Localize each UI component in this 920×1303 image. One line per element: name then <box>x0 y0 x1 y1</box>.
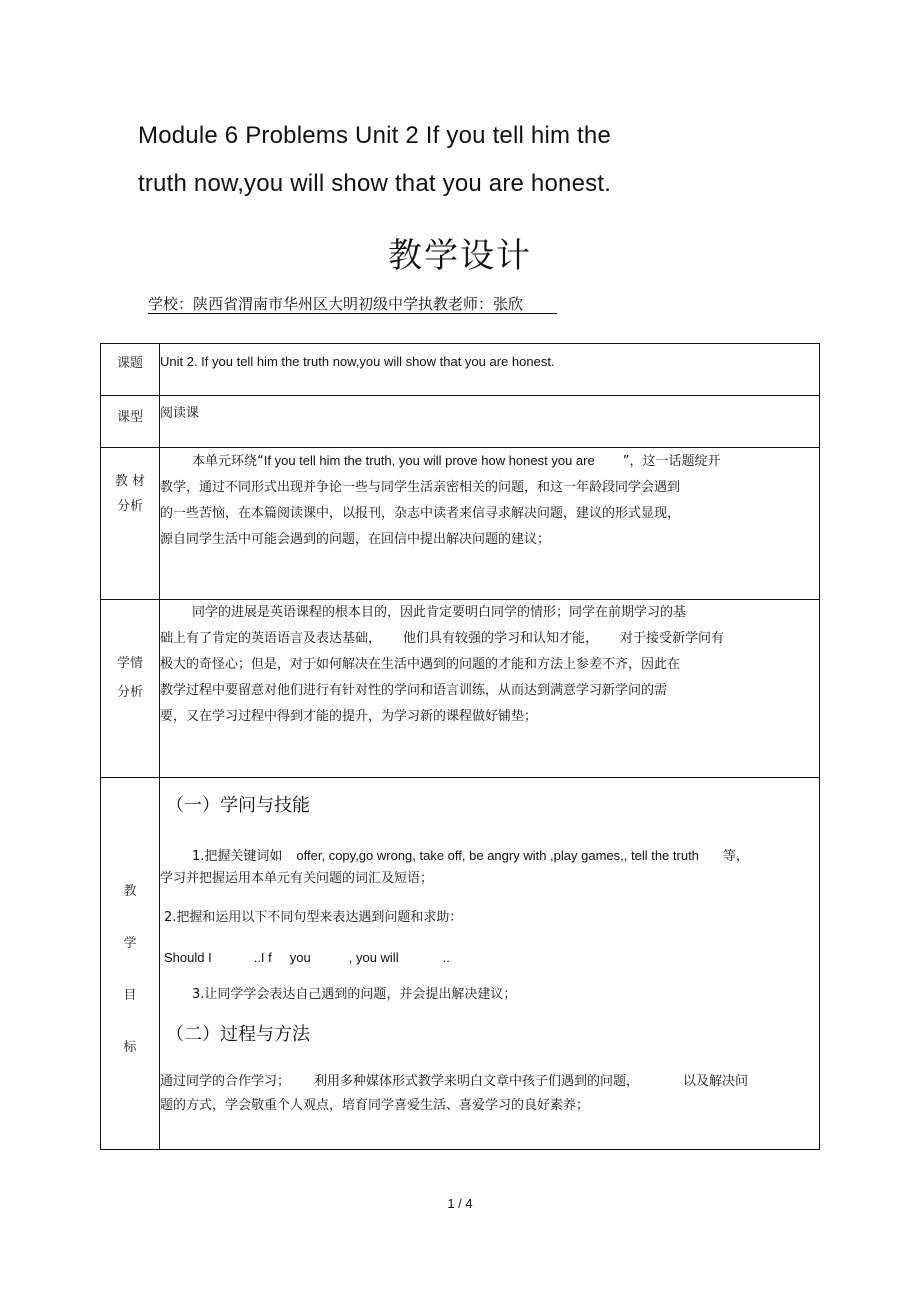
school-teacher-text: 学校：陕西省渭南市华州区大明初级中学执教老师：张欣 <box>148 295 524 313</box>
students-line-5: 要，又在学习过程中得到才能的提升，为学习新的课程做好铺垫； <box>160 709 538 724</box>
label-student-analysis <box>101 600 160 778</box>
method-line-1 <box>160 1070 819 1094</box>
material-line-1a: 本单元环绕“ <box>192 454 264 469</box>
label-goals-1: 教 <box>123 884 137 899</box>
pattern-part-3: you <box>289 949 311 965</box>
pattern-part-2: ..I f <box>253 949 272 965</box>
goals-content <box>160 778 820 1150</box>
goal-2-line: 2.把握和运用以下不同句型来表达遇到问题和求助： <box>164 910 463 925</box>
label-material-1: 教 材 <box>114 474 146 489</box>
students-line-2 <box>160 626 819 652</box>
goals-section-1-heading: （一）学问与技能 <box>166 795 310 816</box>
pattern-part-5: .. <box>442 949 450 965</box>
students-line-4: 教学过程中要留意对他们进行有针对性的学问和语言训练，从而达到满意学习新学问的需 <box>160 683 668 698</box>
label-students-1: 学情 <box>116 656 143 671</box>
document-title-line-1: Module 6 Problems Unit 2 If you tell him the <box>138 122 612 149</box>
pattern-part-4: , you will <box>348 949 399 965</box>
goal-1b: 等， <box>722 849 749 864</box>
pattern-part-1: Should I <box>164 949 212 965</box>
material-line-2: 教学，通过不同形式出现并争论一些与同学生活亲密相关的问题，和这一年龄段同学会遇到 <box>160 480 681 495</box>
page-number: 1 / 4 <box>447 1196 473 1211</box>
label-students-2: 分析 <box>116 684 143 700</box>
document-title-line-2: truth now,you will show that you are honest. <box>138 170 612 197</box>
label-material-analysis <box>101 448 160 600</box>
label-type <box>101 396 160 448</box>
student-content <box>160 600 820 778</box>
material-line-3: 的一些苦恼，在本篇阅读课中，以报刊，杂志中读者来信寻求解决问题，建议的形式显现， <box>160 506 681 521</box>
label-topic-text: 课题 <box>116 356 143 371</box>
method-line-1b: 利用多种媒体形式教学来明白文章中孩子们遇到的问题， <box>314 1073 640 1089</box>
label-goals-4: 标 <box>123 1040 137 1055</box>
label-topic <box>101 344 160 396</box>
lesson-plan-table <box>100 343 820 1150</box>
section-heading: 教学设计 <box>388 236 532 276</box>
topic-text: Unit 2. If you tell him the truth now,you will show that you are honest. <box>160 354 555 369</box>
row-student-analysis <box>101 600 820 778</box>
students-line-2a: 础上有了肯定的英语语言及表达基础， <box>160 631 382 646</box>
sentence-pattern-line <box>164 948 819 968</box>
label-type-text: 课型 <box>116 410 143 425</box>
method-line-2: 题的方式，学会敬重个人观点，培育同学喜爱生活、喜爱学习的良好素养； <box>160 1097 590 1113</box>
label-teaching-goals <box>101 778 160 1150</box>
students-line-2b: 他们具有较强的学习和认知才能， <box>403 631 599 646</box>
row-topic <box>101 344 820 396</box>
goal-3-line: 3.让同学学会表达自己遇到的问题，并会提出解决建议； <box>192 987 517 1002</box>
row-teaching-goals <box>101 778 820 1150</box>
students-line-1: 同学的进展是英语课程的根本目的，因此肯定要明白同学的情形；同学在前期学习的基 <box>192 605 687 620</box>
goal-1-en: offer, copy,go wrong, take off, be angry with ,play games,, tell the truth <box>296 848 699 863</box>
school-teacher-line <box>148 293 557 314</box>
method-line-1c: 以及解决问 <box>683 1073 749 1089</box>
type-content <box>160 396 820 448</box>
label-goals-2: 学 <box>123 936 137 951</box>
students-line-2c: 对于接受新学问有 <box>620 631 725 646</box>
type-text: 阅读课 <box>160 406 200 421</box>
label-material-2: 分析 <box>116 498 143 514</box>
material-line-1-en: If you tell him the truth, you will prove how honest you are <box>263 453 595 468</box>
material-line-4: 源自同学生活中可能会遇到的问题，在回信中提出解决问题的建议； <box>160 532 551 547</box>
material-content <box>160 448 820 600</box>
topic-content <box>160 344 820 396</box>
underline-blank <box>523 296 557 314</box>
row-material-analysis <box>101 448 820 600</box>
goals-section-2-heading: （二）过程与方法 <box>166 1023 310 1045</box>
goal-1-line-2: 学习并把握运用本单元有关问题的词汇及短语； <box>160 871 434 886</box>
material-line-1b: ”，这一话题绽开 <box>622 454 721 469</box>
method-line-1a: 通过同学的合作学习； <box>160 1073 291 1089</box>
material-line-1 <box>160 448 819 475</box>
row-type <box>101 396 820 448</box>
label-goals-3: 目 <box>123 988 137 1003</box>
students-line-3: 极大的奇怪心；但是，对于如何解决在生活中遇到的问题的才能和方法上参差不齐，因此在 <box>160 657 681 672</box>
goal-1-line <box>160 845 819 868</box>
goal-1a: 1.把握关键词如 <box>192 849 283 864</box>
